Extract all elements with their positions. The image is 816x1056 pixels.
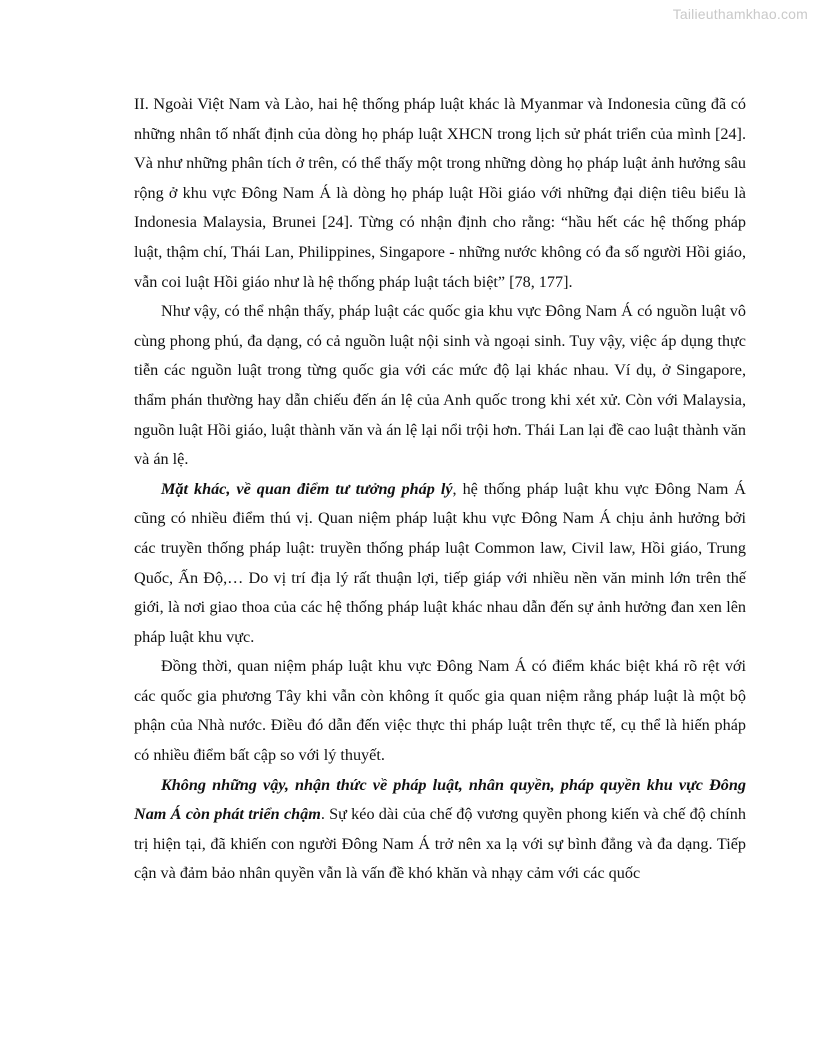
paragraph-3-text: , hệ thống pháp luật khu vực Đông Nam Á cũng có nhiều điểm thú vị. Quan niệm pháp luật khu vực Đông Nam Á chịu ảnh hưởng bởi các truyền thống pháp luật: truyền thống pháp luật Common law, Civil law, Hồi giáo, Trung Quốc, Ấn Độ,… Do vị trí địa lý rất thuận lợi, tiếp giáp với nhiều nền văn minh lớn trên thế giới, là nơi giao thoa của các hệ thống pháp luật khác nhau dẫn đến sự ảnh hưởng đan xen lên pháp luật khu vực.	[134, 479, 746, 646]
paragraph-5-text: . Sự kéo dài của chế độ vương quyền phong kiến và chế độ chính trị hiện tại, đã khiến con người Đông Nam Á trở nên xa lạ với sự bình đẳng và đa dạng. Tiếp cận và đảm bảo nhân quyền vẫn là vấn đề khó khăn và nhạy cảm với các quốc	[134, 805, 746, 883]
paragraph-1	[134, 90, 746, 297]
paragraph-3	[134, 475, 746, 653]
paragraph-1-text: II. Ngoài Việt Nam và Lào, hai hệ thống pháp luật khác là Myanmar và Indonesia cũng đã có những nhân tố nhất định của dòng họ pháp luật XHCN trong lịch sử phát triển của mình [24]. Và như những phân tích ở trên, có thể thấy một trong những dòng họ pháp luật ảnh hưởng sâu rộng ở khu vực Đông Nam Á là dòng họ pháp luật Hồi giáo với những đại diện tiêu biểu là Indonesia Malaysia, Brunei [24]. Từng có nhận định cho rằng: “hầu hết các hệ thống pháp luật, thậm chí, Thái Lan, Philippines, Singapore - những nước không có đa số người Hồi giáo, vẫn coi luật Hồi giáo như là hệ thống pháp luật tách biệt” [78, 177].	[134, 95, 746, 291]
paragraph-5-lead: Không những vậy, nhận thức về pháp luật, nhân quyền, pháp quyền khu vực Đông Nam Á còn phát triển chậm	[134, 775, 746, 824]
paragraph-2	[134, 297, 746, 475]
paragraph-5	[134, 771, 746, 889]
paragraph-4-text: Đồng thời, quan niệm pháp luật khu vực Đông Nam Á có điểm khác biệt khá rõ rệt với các quốc gia phương Tây khi vẫn còn không ít quốc gia quan niệm rằng pháp luật là một bộ phận của Nhà nước. Điều đó dẫn đến việc thực thi pháp luật trên thực tế, cụ thể là hiến pháp có nhiều điểm bất cập so với lý thuyết.	[134, 657, 746, 765]
paragraph-3-lead: Mặt khác, về quan điểm tư tưởng pháp lý	[161, 479, 453, 498]
document-body	[134, 90, 746, 889]
paragraph-4	[134, 652, 746, 770]
watermark-text: Tailieuthamkhao.com	[672, 6, 808, 22]
paragraph-2-text: Như vậy, có thể nhận thấy, pháp luật các quốc gia khu vực Đông Nam Á có nguồn luật vô cùng phong phú, đa dạng, có cả nguồn luật nội sinh và ngoại sinh. Tuy vậy, việc áp dụng thực tiễn các nguồn luật trong từng quốc gia với các mức độ lại khác nhau. Ví dụ, ở Singapore, thẩm phán thường hay dẫn chiếu đến án lệ của Anh quốc trong khi xét xử. Còn với Malaysia, nguồn luật Hồi giáo, luật thành văn và án lệ lại nổi trội hơn. Thái Lan lại đề cao luật thành văn và án lệ.	[134, 302, 746, 469]
